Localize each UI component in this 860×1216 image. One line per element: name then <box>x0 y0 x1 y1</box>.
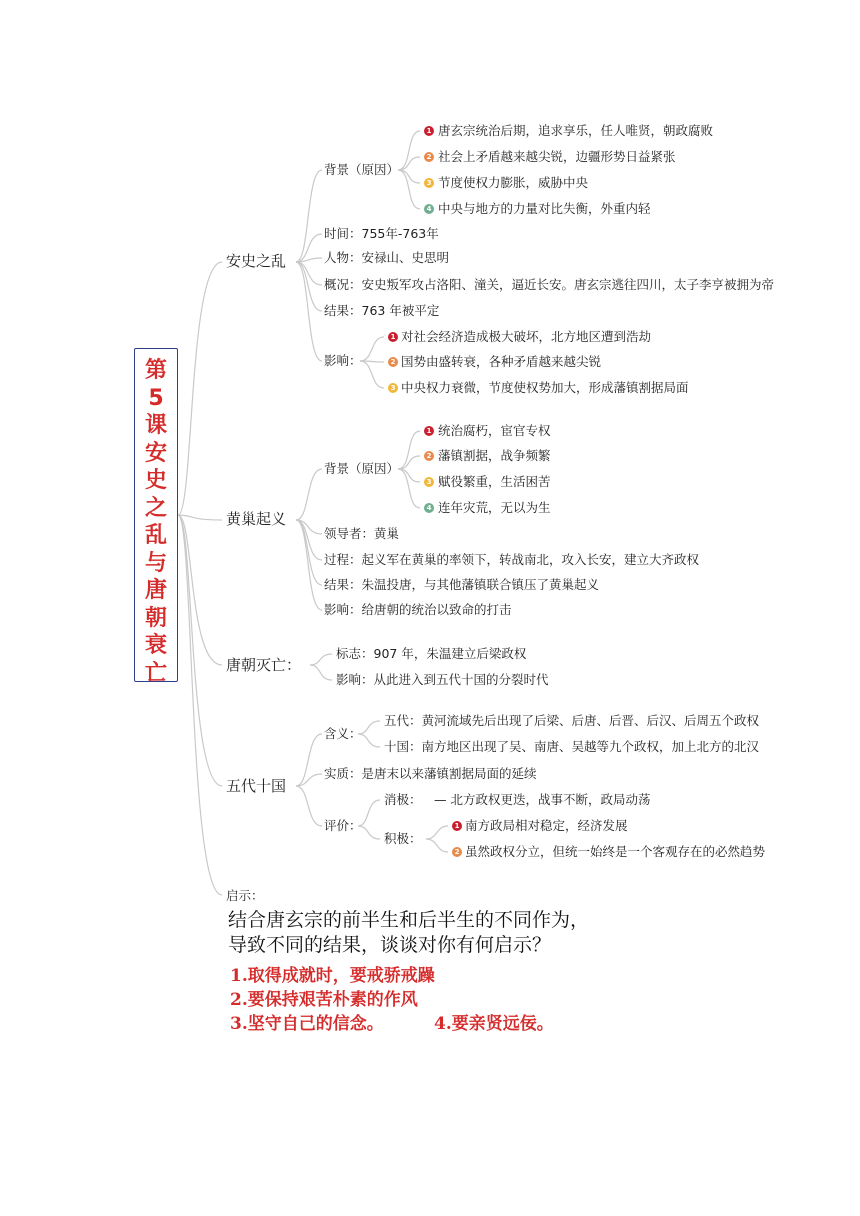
wudai-five-dynasties: 五代：黄河流域先后出现了后梁、后唐、后晋、后汉、后周五个政权 <box>384 713 760 728</box>
fall-sign: 标志：907 年，朱温建立后梁政权 <box>336 646 527 661</box>
number-1-icon: 1 <box>452 821 462 831</box>
huangchao-bg-item-4: 连年灾荒，无以为生 <box>438 500 551 515</box>
wudai-essence: 实质：是唐末以来藩镇割据局面的延续 <box>324 766 537 781</box>
fall-impact: 影响：从此进入到五代十国的分裂时代 <box>336 672 549 687</box>
qishi-question-line-1: 结合唐玄宗的前半生和后半生的不同作为， <box>228 909 590 931</box>
number-2-icon: 2 <box>452 847 462 857</box>
lesson-title: 第 5 课 安 史 之 乱 与 唐 朝 衰 亡 <box>144 358 167 686</box>
wudai-positive-item-2: 虽然政权分立，但统一始终是一个客观存在的必然趋势 <box>465 844 766 859</box>
anshi-impact-item-1: 对社会经济造成极大破坏，北方地区遭到浩劫 <box>401 329 652 344</box>
huangchao-leader: 领导者：黄巢 <box>324 526 400 541</box>
branch-wudai: 五代十国 <box>226 777 287 795</box>
qishi-answer-1: 1.取得成就时，要戒骄戒躁 <box>230 966 435 986</box>
number-1-icon: 1 <box>424 126 434 136</box>
wudai-meaning-label: 含义： <box>324 726 362 741</box>
number-2-icon: 2 <box>424 451 434 461</box>
qishi-question-line-2: 导致不同的结果，谈谈对你有何启示？ <box>228 934 552 956</box>
qishi-answer-2: 2.要保持艰苦朴素的作风 <box>230 990 418 1010</box>
huangchao-bg-item-3: 赋役繁重，生活困苦 <box>438 474 551 489</box>
lesson-title-box <box>134 348 178 686</box>
anshi-impact-label: 影响： <box>324 353 362 368</box>
number-3-icon: 3 <box>388 383 398 393</box>
branch-fall: 唐朝灭亡： <box>226 656 302 674</box>
anshi-bg-item-3: 节度使权力膨胀，威胁中央 <box>438 175 589 190</box>
number-2-icon: 2 <box>388 357 398 367</box>
wudai-positive-label: 积极： <box>384 831 422 846</box>
number-1-icon: 1 <box>424 426 434 436</box>
wudai-positive-item-1: 南方政局相对稳定，经济发展 <box>465 818 628 833</box>
huangchao-bg-label: 背景（原因） <box>324 461 400 476</box>
anshi-people: 人物：安禄山、史思明 <box>324 250 450 265</box>
number-3-icon: 3 <box>424 178 434 188</box>
qishi-label: 启示： <box>226 888 264 903</box>
anshi-impact-item-2: 国势由盛转衰，各种矛盾越来越尖锐 <box>401 354 602 369</box>
wudai-eval-label: 评价： <box>324 818 362 833</box>
wudai-ten-kingdoms: 十国：南方地区出现了吴、南唐、吴越等九个政权，加上北方的北汉 <box>384 739 760 754</box>
number-4-icon: 4 <box>424 503 434 513</box>
number-1-icon: 1 <box>388 332 398 342</box>
number-2-icon: 2 <box>424 152 434 162</box>
anshi-bg-item-1: 唐玄宗统治后期，追求享乐，任人唯贤，朝政腐败 <box>438 123 714 138</box>
number-3-icon: 3 <box>424 477 434 487</box>
anshi-bg-item-4: 中央与地方的力量对比失衡，外重内轻 <box>438 201 651 216</box>
branch-anshi: 安史之乱 <box>226 252 287 270</box>
anshi-impact-item-3: 中央权力衰微，节度使权势加大，形成藩镇割据局面 <box>401 380 689 395</box>
anshi-overview: 概况：安史叛军攻占洛阳、潼关，逼近长安。唐玄宗逃往四川，太子李亨被拥为帝 <box>324 277 775 292</box>
huangchao-bg-item-1: 统治腐朽，宦官专权 <box>438 423 551 438</box>
huangchao-bg-item-2: 藩镇割据，战争频繁 <box>438 448 551 463</box>
anshi-bg-label: 背景（原因） <box>324 162 400 177</box>
anshi-result: 结果：763 年被平定 <box>324 303 440 318</box>
anshi-time: 时间：755年-763年 <box>324 226 439 241</box>
huangchao-process: 过程：起义军在黄巢的率领下，转战南北，攻入长安，建立大齐政权 <box>324 552 700 567</box>
branch-huangchao: 黄巢起义 <box>226 510 287 528</box>
number-4-icon: 4 <box>424 204 434 214</box>
qishi-answer-3: 3.坚守自己的信念。 <box>230 1014 384 1034</box>
anshi-bg-item-2: 社会上矛盾越来越尖锐，边疆形势日益紧张 <box>438 149 676 164</box>
wudai-negative-label: 消极： <box>384 792 422 807</box>
wudai-negative-item: — 北方政权更迭，战事不断，政局动荡 <box>434 792 651 807</box>
huangchao-result: 结果：朱温投唐，与其他藩镇联合镇压了黄巢起义 <box>324 577 600 592</box>
huangchao-impact: 影响：给唐朝的统治以致命的打击 <box>324 602 512 617</box>
qishi-answer-4: 4.要亲贤远佞。 <box>434 1014 554 1034</box>
